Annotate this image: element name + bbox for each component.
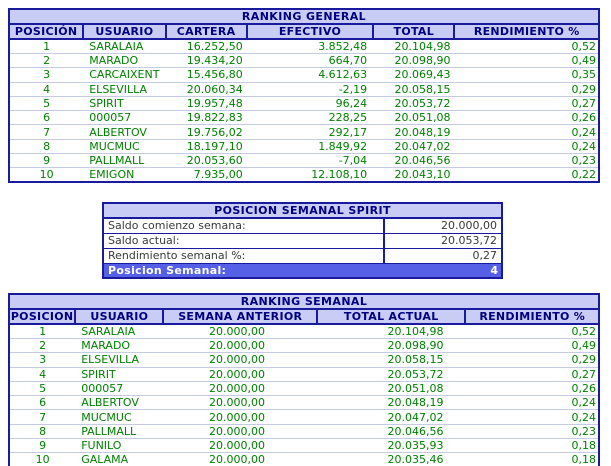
table-row bbox=[9, 54, 599, 68]
header-row bbox=[9, 309, 599, 324]
table-cell: 16.252,50 bbox=[166, 39, 247, 54]
table-cell: 20.098,90 bbox=[373, 54, 454, 68]
table-cell: 20.035,46 bbox=[317, 453, 465, 466]
table-cell: 20.035,93 bbox=[317, 439, 465, 453]
table-cell: 20.058,15 bbox=[373, 82, 454, 96]
ranking-semanal-title: RANKING SEMANAL bbox=[9, 294, 599, 309]
ranking-general-title: RANKING GENERAL bbox=[9, 9, 599, 24]
table-cell: 292,17 bbox=[247, 125, 373, 139]
summary-label: Saldo actual: bbox=[103, 233, 384, 248]
table-cell: 19.756,02 bbox=[166, 125, 247, 139]
ranking-general-table bbox=[8, 8, 600, 183]
table-row bbox=[9, 68, 599, 82]
table-cell: -7,04 bbox=[247, 154, 373, 168]
table-cell: 0,49 bbox=[454, 54, 599, 68]
table-cell: SPIRIT bbox=[83, 96, 165, 110]
table-cell: 20.053,72 bbox=[373, 96, 454, 110]
column-header: EFECTIVO bbox=[247, 24, 373, 39]
table-cell: 0,29 bbox=[454, 82, 599, 96]
table-cell: PALLMALL bbox=[83, 154, 165, 168]
ranking-general-body bbox=[9, 39, 599, 182]
column-header: SEMANA ANTERIOR bbox=[163, 309, 317, 324]
table-cell: 20.048,19 bbox=[317, 396, 465, 410]
weekly-position-highlight-row bbox=[103, 263, 502, 278]
table-cell: 5 bbox=[9, 381, 75, 395]
table-cell: 20.000,00 bbox=[163, 410, 317, 424]
table-row bbox=[9, 96, 599, 110]
table-row bbox=[9, 82, 599, 96]
table-cell: 000057 bbox=[75, 381, 163, 395]
table-cell: 7.935,00 bbox=[166, 168, 247, 183]
table-cell: 3.852,48 bbox=[247, 39, 373, 54]
table-row bbox=[9, 381, 599, 395]
table-cell: 20.069,43 bbox=[373, 68, 454, 82]
table-cell: 0,26 bbox=[465, 381, 599, 395]
table-row bbox=[9, 39, 599, 54]
table-cell: ELSEVILLA bbox=[75, 353, 163, 367]
table-row bbox=[9, 125, 599, 139]
table-cell: PALLMALL bbox=[75, 424, 163, 438]
table-cell: 9 bbox=[9, 154, 83, 168]
table-cell: ELSEVILLA bbox=[83, 82, 165, 96]
table-cell: 20.047,02 bbox=[317, 410, 465, 424]
posicion-semanal-title: POSICION SEMANAL SPIRIT bbox=[103, 203, 502, 218]
table-cell: 20.046,56 bbox=[373, 154, 454, 168]
table-cell: 6 bbox=[9, 396, 75, 410]
column-header: RENDIMIENTO % bbox=[454, 24, 599, 39]
table-cell: ALBERTOV bbox=[75, 396, 163, 410]
table-cell: 20.000,00 bbox=[163, 396, 317, 410]
column-header: POSICIÓN bbox=[9, 24, 83, 39]
table-row bbox=[9, 168, 599, 183]
table-cell: 228,25 bbox=[247, 111, 373, 125]
table-row bbox=[9, 139, 599, 153]
table-row bbox=[9, 410, 599, 424]
table-cell: 20.058,15 bbox=[317, 353, 465, 367]
table-cell: 0,24 bbox=[465, 410, 599, 424]
table-row bbox=[9, 324, 599, 339]
table-cell: 20.000,00 bbox=[163, 353, 317, 367]
table-cell: SARALAIA bbox=[75, 324, 163, 339]
table-cell: MUCMUC bbox=[83, 139, 165, 153]
table-cell: 20.104,98 bbox=[317, 324, 465, 339]
table-cell: 20.000,00 bbox=[163, 367, 317, 381]
table-cell: CARCAIXENT bbox=[83, 68, 165, 82]
table-row bbox=[9, 339, 599, 353]
summary-value: 20.000,00 bbox=[384, 218, 502, 233]
weekly-position-label: Posicion Semanal: bbox=[103, 263, 384, 278]
table-cell: 3 bbox=[9, 353, 75, 367]
summary-value: 0,27 bbox=[384, 248, 502, 263]
table-cell: 96,24 bbox=[247, 96, 373, 110]
table-cell: 4 bbox=[9, 82, 83, 96]
table-cell: 20.098,90 bbox=[317, 339, 465, 353]
table-cell: 0,35 bbox=[454, 68, 599, 82]
table-cell: 0,27 bbox=[465, 367, 599, 381]
table-row bbox=[9, 154, 599, 168]
table-cell: 19.957,48 bbox=[166, 96, 247, 110]
summary-row bbox=[103, 248, 502, 263]
table-cell: 4.612,63 bbox=[247, 68, 373, 82]
table-cell: 19.822,83 bbox=[166, 111, 247, 125]
column-header: USUARIO bbox=[75, 309, 163, 324]
table-row bbox=[9, 396, 599, 410]
table-cell: 20.053,72 bbox=[317, 367, 465, 381]
table-cell: 20.000,00 bbox=[163, 339, 317, 353]
posicion-semanal-table bbox=[102, 202, 503, 279]
table-cell: 0,27 bbox=[454, 96, 599, 110]
column-header: TOTAL ACTUAL bbox=[317, 309, 465, 324]
table-cell: 20.043,10 bbox=[373, 168, 454, 183]
ranking-semanal-table bbox=[8, 293, 600, 466]
table-row bbox=[9, 453, 599, 466]
table-row bbox=[9, 111, 599, 125]
table-cell: 20.060,34 bbox=[166, 82, 247, 96]
title-row bbox=[103, 203, 502, 218]
table-cell: 19.434,20 bbox=[166, 54, 247, 68]
table-cell: 20.000,00 bbox=[163, 381, 317, 395]
title-row bbox=[9, 9, 599, 24]
table-cell: -2,19 bbox=[247, 82, 373, 96]
table-cell: 20.053,60 bbox=[166, 154, 247, 168]
table-cell: EMIGON bbox=[83, 168, 165, 183]
weekly-position-value: 4 bbox=[384, 263, 502, 278]
table-row bbox=[9, 367, 599, 381]
table-cell: GALAMA bbox=[75, 453, 163, 466]
table-cell: 20.051,08 bbox=[317, 381, 465, 395]
table-cell: 1 bbox=[9, 324, 75, 339]
column-header: POSICION bbox=[10, 310, 74, 323]
table-cell: 0,18 bbox=[465, 453, 599, 466]
table-row bbox=[9, 439, 599, 453]
table-cell: 20.051,08 bbox=[373, 111, 454, 125]
table-cell: 7 bbox=[9, 410, 75, 424]
table-cell: 15.456,80 bbox=[166, 68, 247, 82]
table-cell: 1.849,92 bbox=[247, 139, 373, 153]
table-cell: 2 bbox=[9, 54, 83, 68]
table-cell: 0,49 bbox=[465, 339, 599, 353]
table-cell: 8 bbox=[9, 139, 83, 153]
table-cell: 6 bbox=[9, 111, 83, 125]
table-cell: 8 bbox=[9, 424, 75, 438]
summary-value: 20.053,72 bbox=[384, 233, 502, 248]
table-cell: 4 bbox=[9, 367, 75, 381]
table-cell: 2 bbox=[9, 339, 75, 353]
table-cell: 9 bbox=[9, 439, 75, 453]
table-cell: MUCMUC bbox=[75, 410, 163, 424]
table-cell: 20.104,98 bbox=[373, 39, 454, 54]
table-row bbox=[9, 424, 599, 438]
table-cell: MARADO bbox=[75, 339, 163, 353]
column-header: CARTERA bbox=[166, 24, 247, 39]
summary-label: Rendimiento semanal %: bbox=[103, 248, 384, 263]
table-cell: ALBERTOV bbox=[83, 125, 165, 139]
table-cell: SARALAIA bbox=[83, 39, 165, 54]
column-header: RENDIMIENTO % bbox=[465, 309, 599, 324]
table-cell: 20.000,00 bbox=[163, 324, 317, 339]
column-header: TOTAL bbox=[373, 24, 454, 39]
table-cell: 10 bbox=[9, 168, 83, 183]
header-row bbox=[9, 24, 599, 39]
table-cell: 3 bbox=[9, 68, 83, 82]
table-cell: 20.048,19 bbox=[373, 125, 454, 139]
table-cell: 12.108,10 bbox=[247, 168, 373, 183]
table-cell: 000057 bbox=[83, 111, 165, 125]
table-cell: 0,52 bbox=[465, 324, 599, 339]
table-cell: 20.046,56 bbox=[317, 424, 465, 438]
table-cell: 20.000,00 bbox=[163, 453, 317, 466]
table-cell: 20.047,02 bbox=[373, 139, 454, 153]
table-cell: 664,70 bbox=[247, 54, 373, 68]
ranking-semanal-body bbox=[9, 324, 599, 466]
table-cell: 0,23 bbox=[454, 154, 599, 168]
table-cell: 0,24 bbox=[465, 396, 599, 410]
table-cell: 10 bbox=[9, 453, 75, 466]
table-cell: 0,24 bbox=[454, 139, 599, 153]
table-cell: 7 bbox=[9, 125, 83, 139]
table-cell: MARADO bbox=[83, 54, 165, 68]
title-row bbox=[9, 294, 599, 309]
column-header: USUARIO bbox=[83, 24, 165, 39]
table-cell: 1 bbox=[9, 39, 83, 54]
table-cell: 0,29 bbox=[465, 353, 599, 367]
summary-label: Saldo comienzo semana: bbox=[103, 218, 384, 233]
table-row bbox=[9, 353, 599, 367]
table-cell: 0,23 bbox=[465, 424, 599, 438]
table-cell: 0,24 bbox=[454, 125, 599, 139]
table-cell: 20.000,00 bbox=[163, 424, 317, 438]
table-cell: SPIRIT bbox=[75, 367, 163, 381]
table-cell: 20.000,00 bbox=[163, 439, 317, 453]
table-cell: 18.197,10 bbox=[166, 139, 247, 153]
table-cell: 0,26 bbox=[454, 111, 599, 125]
table-cell: 0,18 bbox=[465, 439, 599, 453]
table-cell: 0,52 bbox=[454, 39, 599, 54]
table-cell: FUNILO bbox=[75, 439, 163, 453]
table-cell: 5 bbox=[9, 96, 83, 110]
summary-row bbox=[103, 233, 502, 248]
table-cell: 0,22 bbox=[454, 168, 599, 183]
summary-row bbox=[103, 218, 502, 233]
